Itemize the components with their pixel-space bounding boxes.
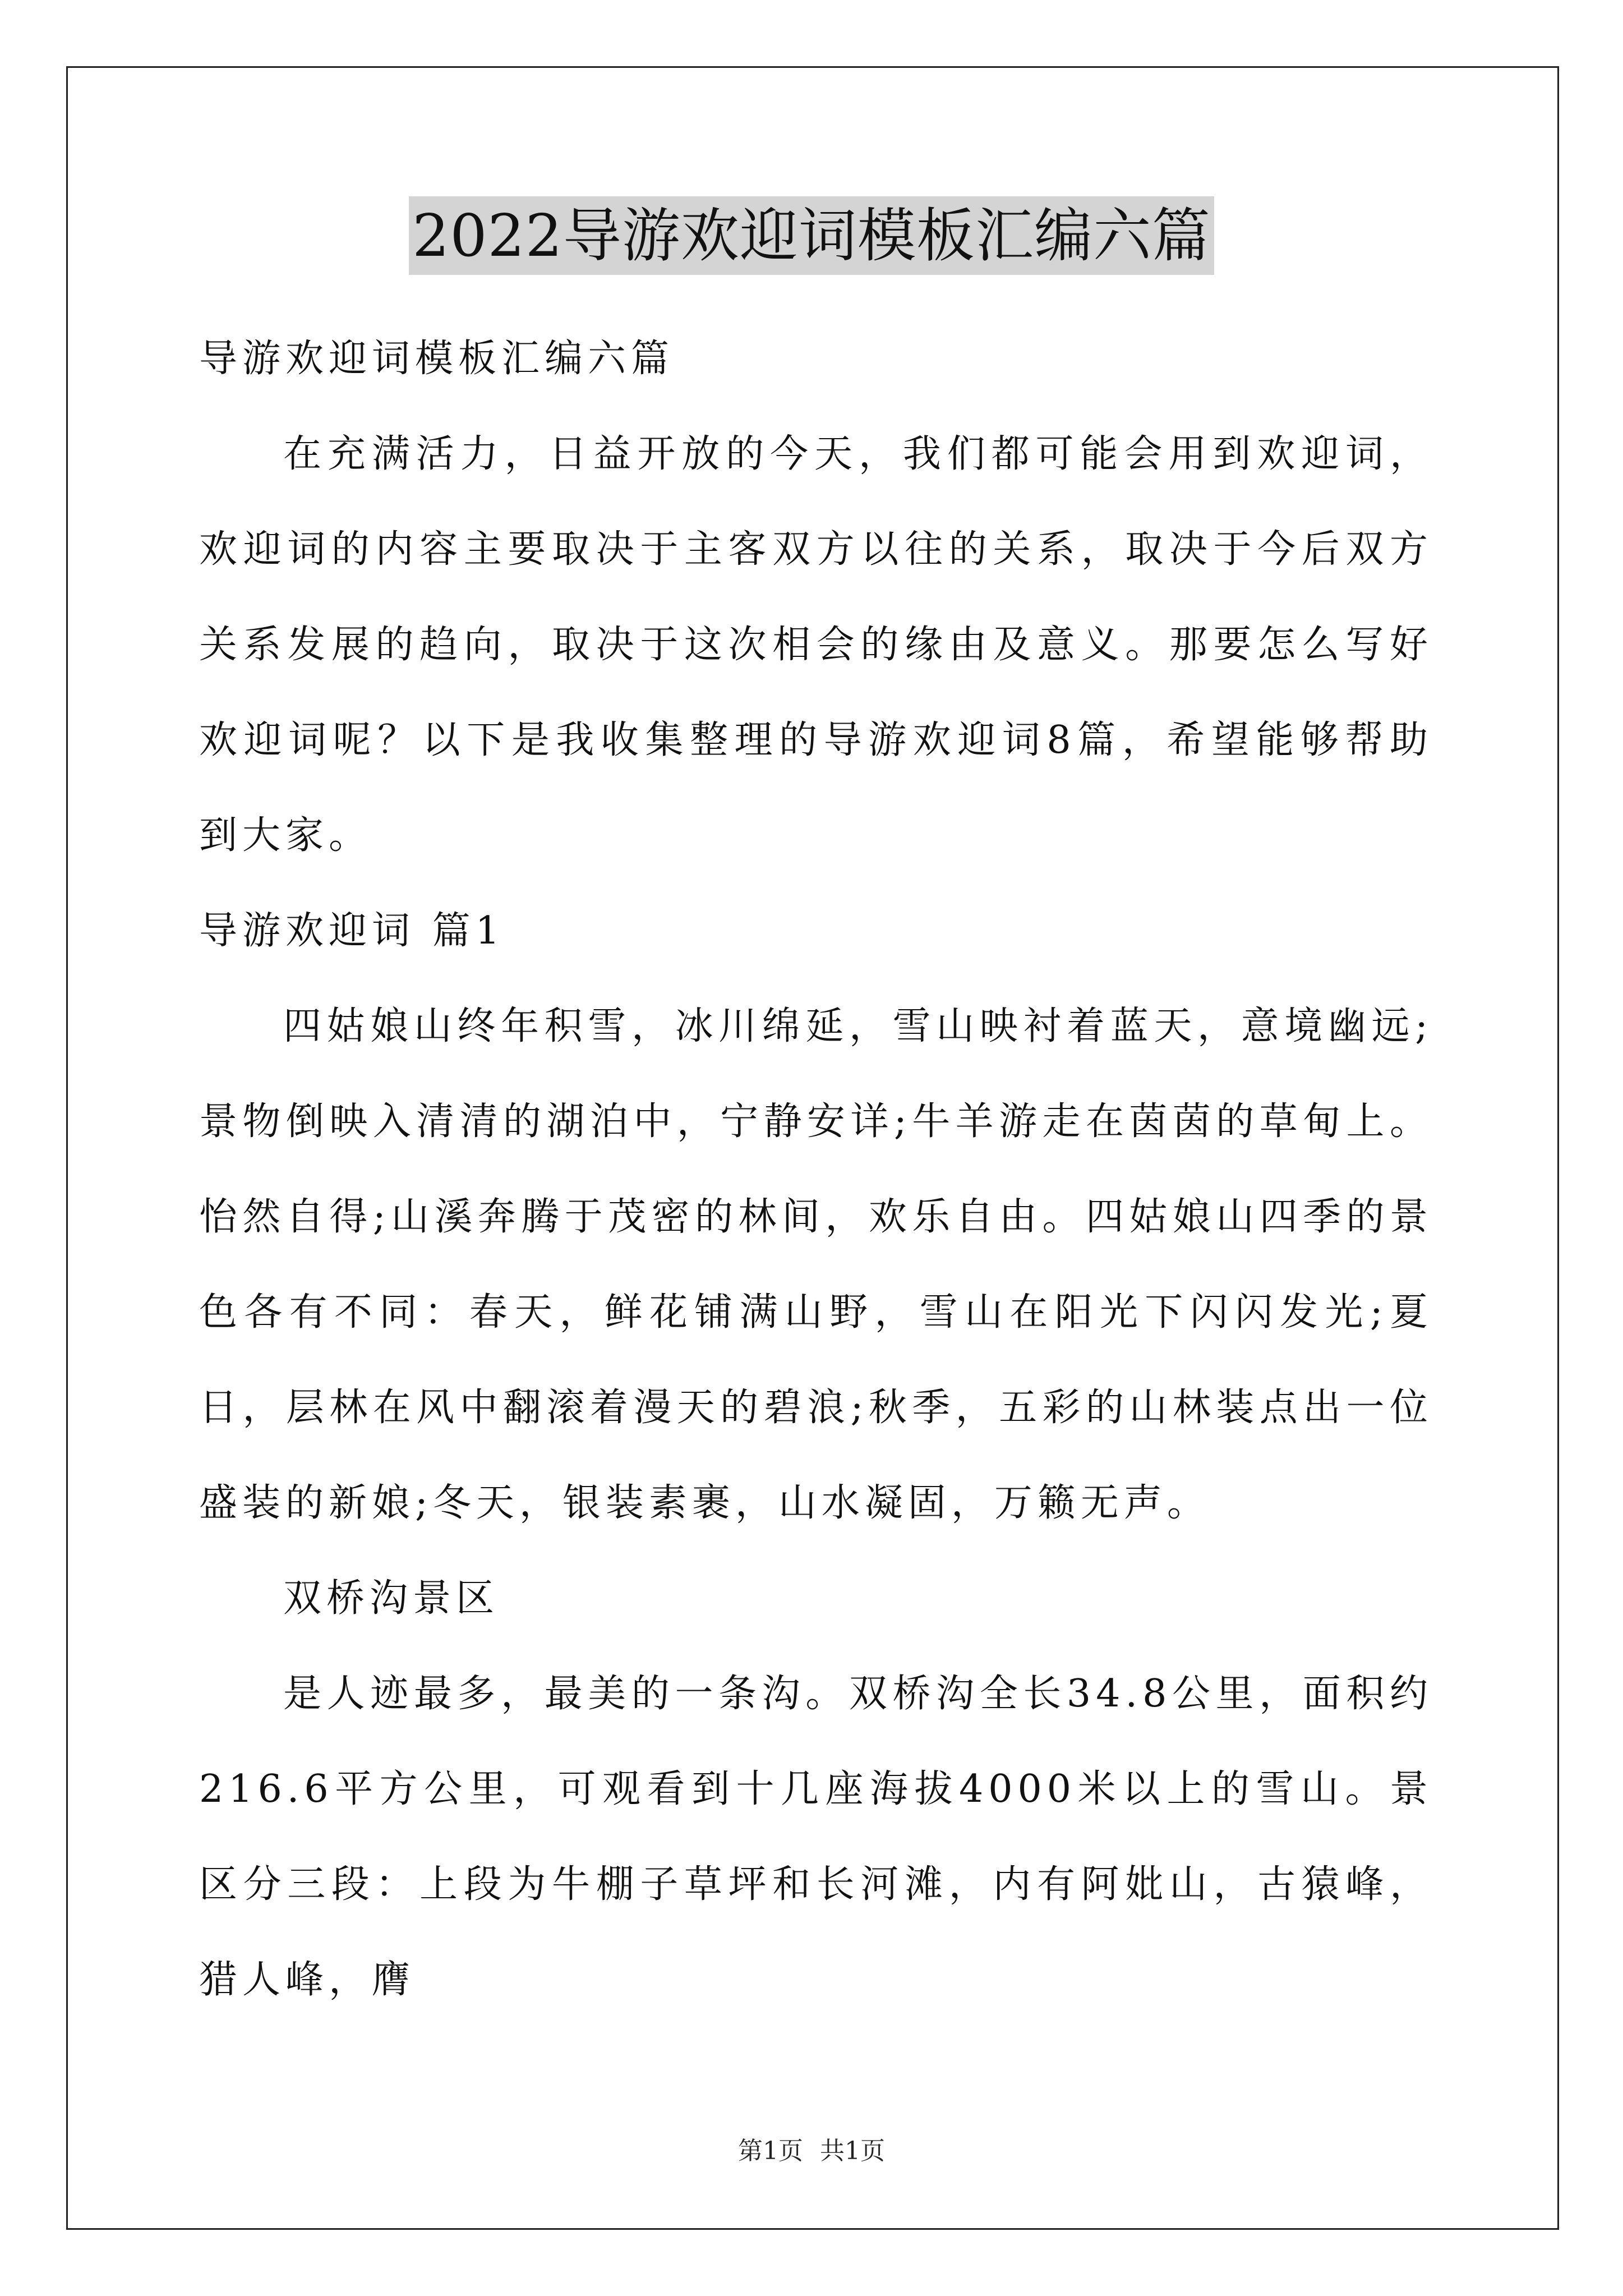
page-footer: [0, 2134, 1623, 2168]
subtitle-paragraph: 导游欢迎词模板汇编六篇: [199, 337, 675, 381]
page-number: 第1页: [738, 2137, 803, 2165]
body-paragraph: 四姑娘山终年积雪，冰川绵延，雪山映衬着蓝天，意境幽远;景物倒映入清清的湖泊中，宁静安详;牛羊游走在茵茵的草甸上。怡然自得;山溪奔腾于茂密的林间，欢乐自由。四姑娘山四季的景色各有不同：春天，鲜花铺满山野，雪山在阳光下闪闪发光;夏日，层林在风中翻滚着漫天的碧浪;秋季，五彩的山林装点出一位盛装的新娘;冬天，银装素裹，山水凝固，万籁无声。: [199, 1004, 1433, 1525]
intro-paragraph: 在充满活力，日益开放的今天，我们都可能会用到欢迎词，欢迎词的内容主要取决于主客双方以往的关系，取决于今后双方关系发展的趋向，取决于这次相会的缘由及意义。那要怎么写好欢迎词呢？以下是我收集整理的导游欢迎词8篇，希望能够帮助到大家。: [199, 432, 1433, 858]
section-heading-1: 导游欢迎词 篇1: [199, 909, 505, 953]
page-total: 共1页: [820, 2137, 885, 2165]
document-title: 2022导游欢迎词模板汇编六篇: [409, 196, 1214, 275]
body-paragraph: 是人迹最多，最美的一条沟。双桥沟全长34.8公里，面积约216.6平方公里，可观看到十几座海拔4000米以上的雪山。景区分三段：上段为牛棚子草坪和长河滩，内有阿妣山，古猿峰，猎人峰，膺: [199, 1672, 1433, 2002]
subsection-heading: 双桥沟景区: [283, 1576, 500, 1621]
document-body: [199, 311, 1433, 2028]
title-container: [0, 196, 1623, 275]
